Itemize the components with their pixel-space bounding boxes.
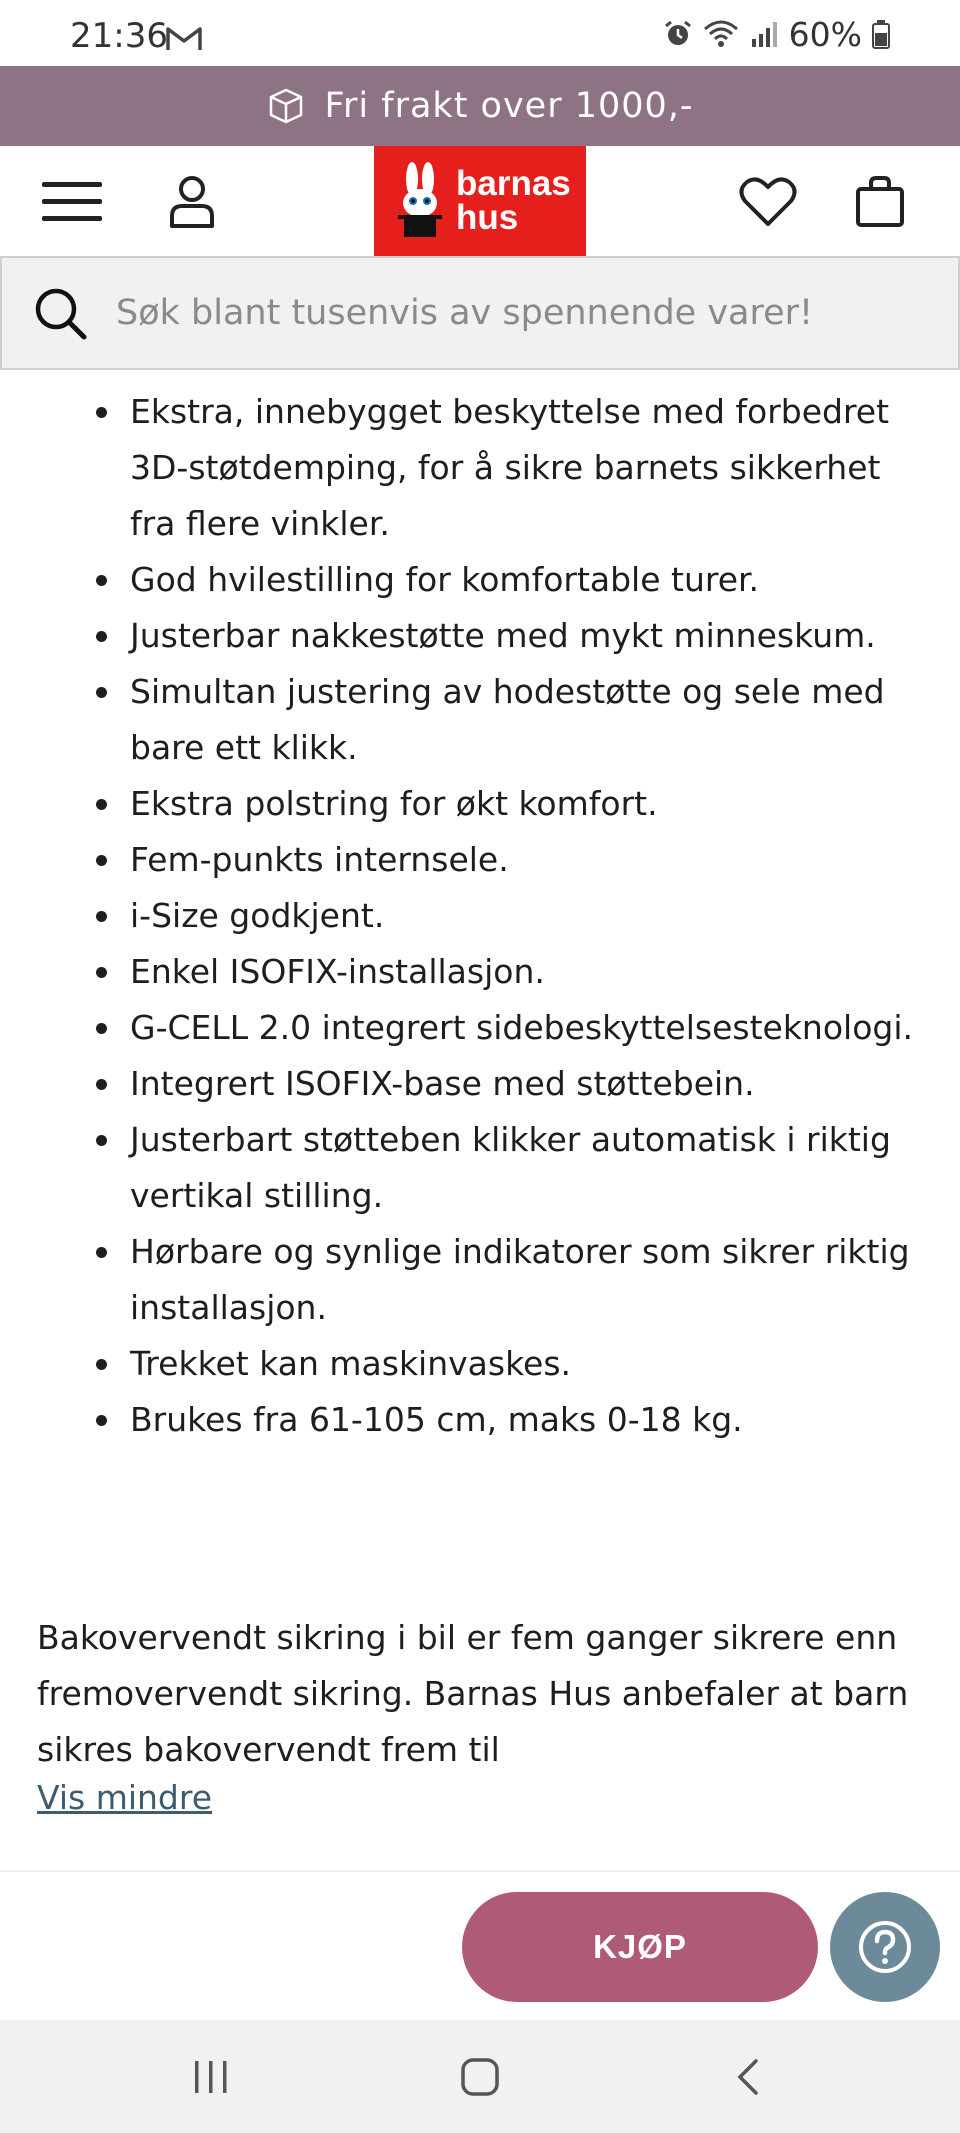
list-item: Justerbart støtteben klikker automatisk i riktig vertikal stilling. [96,1112,926,1224]
menu-button[interactable] [40,170,104,234]
battery-percent: 60% [788,14,862,54]
battery-icon [872,19,890,49]
back-icon [729,2057,769,2097]
list-item: Justerbar nakkestøtte med mykt minneskum. [96,608,926,664]
feature-list [96,384,926,1448]
show-less-link[interactable]: Vis mindre [37,1778,213,1817]
package-icon [266,86,306,126]
list-item: G-CELL 2.0 integrert sidebeskyttelsesteknologi. [96,1000,926,1056]
system-nav-bar [0,2020,960,2133]
signal-icon [749,19,779,49]
status-time: 21:36 [70,16,168,56]
list-item: Trekket kan maskinvaskes. [96,1336,926,1392]
cart-icon [855,175,905,229]
site-header [0,146,960,256]
help-icon [857,1919,913,1975]
recent-apps-button[interactable] [176,2044,246,2110]
list-item: Ekstra, innebygget beskyttelse med forbedret 3D-støtdemping, for å sikre barnets sikkerhet fra flere vinkler. [96,384,926,552]
gmail-icon [166,26,202,52]
recent-apps-icon [191,2057,231,2097]
description-text: Bakovervendt sikring i bil er fem ganger sikrere enn fremovervendt sikring. Barnas Hus anbefaler at barn sikres bakovervendt frem til [37,1618,909,1769]
logo-text-barnas: barnas [456,164,571,203]
status-bar [0,0,960,66]
search-icon[interactable] [32,285,88,341]
promo-banner [0,66,960,146]
account-button[interactable] [160,170,224,234]
user-icon [168,174,216,230]
promo-text: Fri frakt over 1000,- [324,86,694,126]
search-input[interactable] [116,293,916,333]
wishlist-button[interactable] [736,170,800,234]
list-item: Fem-punkts internsele. [96,832,926,888]
help-button[interactable] [830,1892,940,2002]
buy-bar [0,1870,960,2020]
list-item: Enkel ISOFIX-installasjon. [96,944,926,1000]
barnas-hus-logo[interactable] [374,146,586,256]
list-item: Brukes fra 61-105 cm, maks 0-18 kg. [96,1392,926,1448]
home-button[interactable] [445,2044,515,2110]
buy-button[interactable]: KJØP [462,1892,818,2002]
back-button[interactable] [714,2044,784,2110]
wifi-icon [703,19,739,49]
product-description [0,370,960,1870]
list-item: i-Size godkjent. [96,888,926,944]
list-item: Integrert ISOFIX-base med støttebein. [96,1056,926,1112]
heart-icon [739,176,797,228]
list-item: Hørbare og synlige indikatorer som sikrer riktig installasjon. [96,1224,926,1336]
bunny-logo-icon [394,161,446,241]
alarm-icon [663,19,693,49]
list-item: Ekstra polstring for økt komfort. [96,776,926,832]
cart-button[interactable] [848,170,912,234]
search-bar [0,256,960,370]
list-item: God hvilestilling for komfortable turer. [96,552,926,608]
menu-icon [42,180,102,224]
home-icon [460,2057,500,2097]
list-item: Simultan justering av hodestøtte og sele med bare ett klikk. [96,664,926,776]
logo-text-hus: hus [456,198,519,237]
